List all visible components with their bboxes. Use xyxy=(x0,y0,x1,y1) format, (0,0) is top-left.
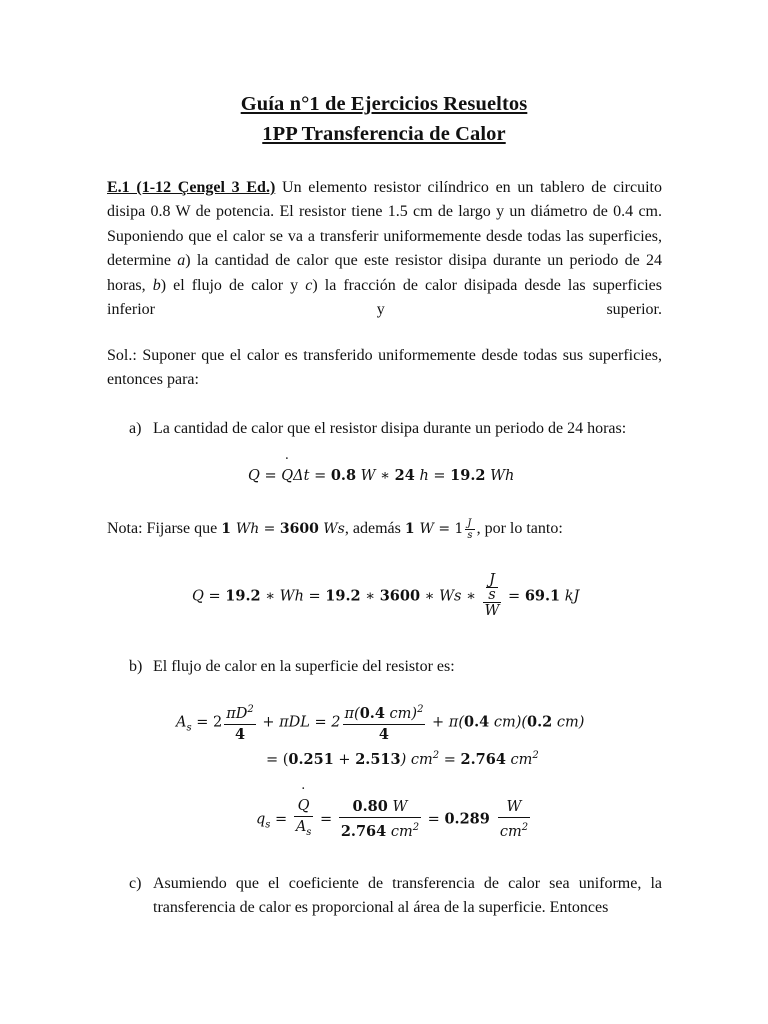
equation-heat-flux: $q_s$ = ˙ $\frac{Q}{A_s}$ = $\frac{0.80 W}{2.764 cm^2}$ = 0.289 $\frac{W}{cm^2}$ xyxy=(256,796,532,843)
item-b-marker: b) xyxy=(129,658,143,675)
note-text: Nota: Fijarse que 1 Wh = 3600 Ws, además 1 W = 1 $\frac{J}{s}$ , por lo tanto: xyxy=(107,517,563,541)
document-subtitle: 1PP Transferencia de Calor xyxy=(262,123,506,145)
document-title: Guía n°1 de Ejercicios Resueltos xyxy=(240,93,528,115)
problem-label: E.1 (1-12 Çengel 3 Ed.) xyxy=(107,179,276,196)
item-a xyxy=(129,417,662,441)
equation-area: $A_s = 2$ $\frac{\pi D^2}{4}$ + πDL = 2 $\frac{\pi(0.4 cm)^2}{4}$ + π(0.4 cm)(0.2 cm) xyxy=(176,700,584,745)
item-a-marker: a) xyxy=(129,420,142,437)
equation-area-result: = (0.251 + 2.513) $cm^2 = 2.764$ $cm^2$ xyxy=(266,750,539,768)
item-b xyxy=(129,655,662,679)
equation-energy: Q = 19.2 ∗ Wh = 19.2 ∗ 3600 ∗ Ws ∗ $\frac{\frac{J}{s}}{W}$ = 69.1 kJ xyxy=(192,572,580,619)
item-a-text: La cantidad de calor que el resistor disipa durante un periodo de 24 horas: xyxy=(153,420,627,437)
item-b-text: El flujo de calor en la superficie del resistor es: xyxy=(153,658,455,675)
problem-statement: E.1 (1-12 Çengel 3 Ed.) Un elemento resistor cilíndrico en un tablero de circuito disipa 0.8 W de potencia. El resistor tiene 1.5 cm de largo y un diámetro de 0.4 cm. Suponiendo que el calor se va a transferir uniformemente desde todas las superficies, determine a) la cantidad de calor que este resistor disipa durante un periodo de 24 horas, b) el flujo de calor y c) la fracción de calor disipada desde las superficies inferior y superior. xyxy=(107,179,663,319)
equation-heat: Q = ˙ QΔt = 0.8 W ∗ 24 h = 19.2 Wh xyxy=(248,467,514,484)
item-c-marker: c) xyxy=(129,875,142,892)
solution-intro: Sol.: Suponer que el calor es transferido uniformemente desde todas sus superficies, entonces para: xyxy=(107,347,662,389)
item-c-text: Asumiendo que el coeficiente de transferencia de calor sea uniforme, la transferencia de calor es proporcional al área de la superficie. Entonces xyxy=(153,875,662,917)
item-c xyxy=(129,872,662,921)
